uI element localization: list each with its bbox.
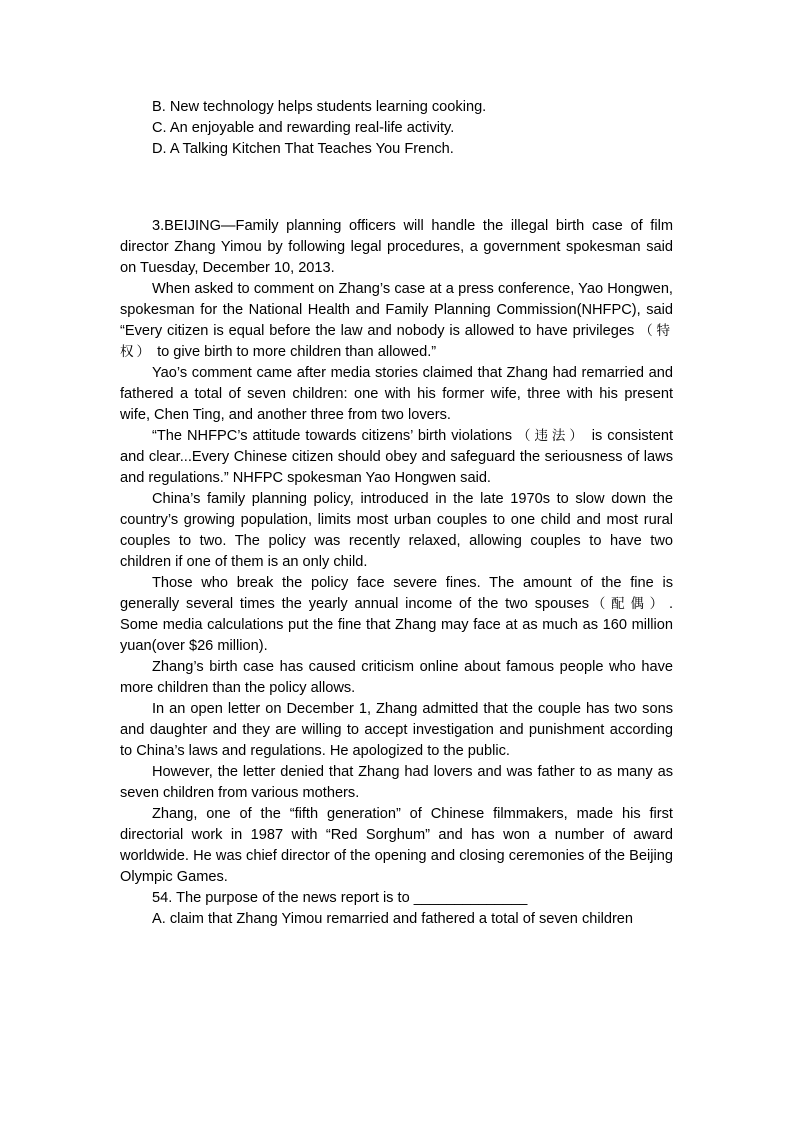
paragraph-7: Zhang’s birth case has caused criticism online about famous people who have more children than the policy allows. <box>120 659 673 696</box>
paragraph-4-text-a: “The NHFPC’s attitude towards citizens’ birth violations <box>152 428 513 444</box>
paragraph-2-text-a: When asked to comment on Zhang’s case at a press conference, Yao Hongwen, spokesman for the National Health and Family Planning Commission(NHFPC), said “Every citizen is equal before the law and nobody is allowed to have privileges <box>120 281 673 339</box>
chinese-gloss-spouses: （配偶） <box>589 596 669 612</box>
option-b: B. New technology helps students learning cooking. <box>152 99 487 115</box>
option-c: C. An enjoyable and rewarding real-life activity. <box>152 120 455 136</box>
paragraph-8: In an open letter on December 1, Zhang admitted that the couple has two sons and daughter and they are willing to accept investigation and punishment according to China’s laws and regulations. He apologized to the public. <box>120 701 673 759</box>
paragraph-2-text-b: to give birth to more children than allowed.” <box>157 344 437 360</box>
paragraph-6 <box>120 573 673 657</box>
chinese-gloss-violations: （违法） <box>517 428 587 444</box>
paragraph-3: Yao’s comment came after media stories claimed that Zhang had remarried and fathered a total of seven children: one with his former wife, three with his present wife, Chen Ting, and another three from two lovers. <box>120 365 673 423</box>
paragraph-1: 3.BEIJING—Family planning officers will handle the illegal birth case of film director Zhang Yimou by following legal procedures, a government spokesman said on Tuesday, December 10, 2013. <box>120 218 673 276</box>
paragraph-6-text-a: Those who break the policy face severe fines. The amount of the fine is generally several times the yearly annual income of the two spouses <box>120 575 673 612</box>
paragraph-5: China’s family planning policy, introduced in the late 1970s to slow down the country’s growing population, limits most urban couples to one child and most rural couples to two. The policy was recently relaxed, allowing couples to have two children if one of them is an only child. <box>120 491 673 570</box>
paragraph-4-text-b: is consistent and clear...Every Chinese citizen should obey and safeguard the seriousness of laws and regulations.” NHFPC spokesman Yao Hongwen said. <box>120 428 673 486</box>
chinese-gloss-privileges: （特权） <box>120 323 673 360</box>
paragraph-4 <box>120 426 673 489</box>
option-d: D. A Talking Kitchen That Teaches You French. <box>152 141 454 157</box>
question-stem: 54. The purpose of the news report is to ______________ <box>152 890 528 906</box>
paragraph-6-text-b: . Some media calculations put the fine that Zhang may face at as much as 160 million yuan(over $26 million). <box>120 596 674 654</box>
paragraph-9: However, the letter denied that Zhang had lovers and was father to as many as seven children from various mothers. <box>120 764 673 801</box>
reading-passage <box>120 216 673 930</box>
previous-question-options <box>120 97 673 160</box>
paragraph-10: Zhang, one of the “fifth generation” of Chinese filmmakers, made his first directorial work in 1987 with “Red Sorghum” and has won a number of award worldwide. He was chief director of the opening and closing ceremonies of the Beijing Olympic Games. <box>120 806 673 885</box>
question-option-a: A. claim that Zhang Yimou remarried and fathered a total of seven children <box>152 911 634 927</box>
paragraph-2 <box>120 279 673 363</box>
